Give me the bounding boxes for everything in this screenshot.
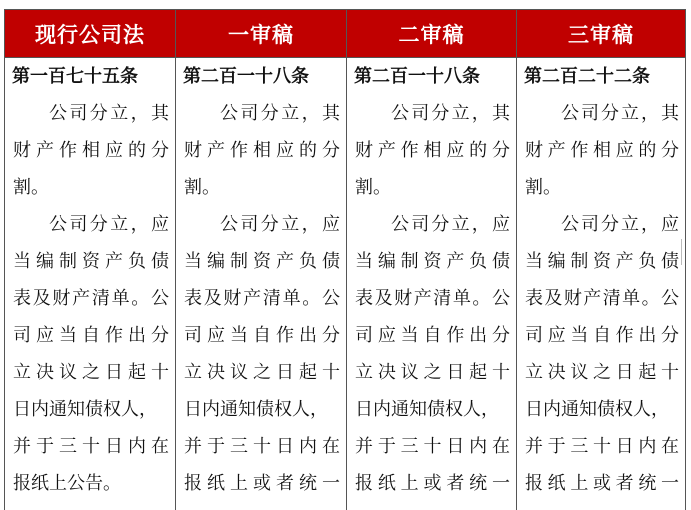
article-number: 第二百一十八条 [354,66,480,87]
text-line: 公司分立，其 [220,103,340,124]
text-line: 并于三十日内在 [184,436,340,457]
text-line: 并于三十日内在 [355,436,510,457]
text-line: 当编制资产负债 [355,251,510,272]
text-line: 表及财产清单。公 [355,288,510,309]
text-line: 财产作相应的分 [184,140,340,161]
text-line: 并于三十日内在 [13,436,169,457]
text-line: 公司分立，其 [49,103,169,124]
text-line: 公司分立，应 [220,214,340,235]
article-number: 第二百一十八条 [183,66,309,87]
text-line: 割。 [525,177,561,198]
paragraph-2 [347,206,516,502]
text-line: 日内通知债权人， [355,399,499,420]
column-header: 二审稿 [347,10,516,58]
text-line: 司应当自作出分 [355,325,510,346]
column-third-draft [517,10,686,510]
column-first-draft [176,10,347,510]
paragraph-1 [517,95,685,206]
text-line: 日内通知债权人， [13,399,157,420]
comparison-table [4,9,686,510]
text-line: 立决议之日起十 [525,362,679,383]
paragraph-2 [176,206,346,502]
column-current-law [5,10,176,510]
text-line: 当编制资产负债 [184,251,340,272]
paragraph-1 [176,95,346,206]
text-line: 表及财产清单。公 [13,288,169,309]
text-line: 公司分立，其 [561,103,679,124]
text-line: 立决议之日起十 [355,362,510,383]
text-line: 立决议之日起十 [184,362,340,383]
paragraph-1 [347,95,516,206]
column-header: 现行公司法 [5,10,175,58]
text-line: 财产作相应的分 [355,140,510,161]
text-line: 当编制资产负债 [13,251,169,272]
text-line: 立决议之日起十 [13,362,169,383]
text-line: 表及财产清单。公 [525,288,679,309]
text-line: 司应当自作出分 [525,325,679,346]
text-line: 司应当自作出分 [184,325,340,346]
column-header: 一审稿 [176,10,346,58]
paragraph-2 [517,206,685,502]
text-line: 报纸上或者统一 [355,473,510,494]
article-number: 第一百七十五条 [12,66,138,87]
text-line: 报纸上公告。 [13,473,121,494]
paragraph-1 [5,95,175,206]
column-header: 三审稿 [517,10,685,58]
text-line: 公司分立，应 [49,214,169,235]
text-line: 日内通知债权人， [525,399,669,420]
text-line: 司应当自作出分 [13,325,169,346]
text-line: 财产作相应的分 [525,140,679,161]
text-line: 割。 [184,177,220,198]
text-line: 报纸上或者统一 [525,473,679,494]
article-number: 第二百二十二条 [524,66,650,87]
text-line: 财产作相应的分 [13,140,169,161]
text-line: 割。 [355,177,391,198]
paragraph-2 [5,206,175,502]
text-line: 公司分立，应 [391,214,510,235]
text-line: 报纸上或者统一 [184,473,340,494]
page-edge-marker [681,239,685,265]
text-line: 当编制资产负债 [525,251,679,272]
text-line: 割。 [13,177,49,198]
text-line: 表及财产清单。公 [184,288,340,309]
text-line: 公司分立，其 [391,103,510,124]
text-line: 公司分立，应 [561,214,679,235]
text-line: 日内通知债权人， [184,399,328,420]
column-second-draft [347,10,517,510]
text-line: 并于三十日内在 [525,436,679,457]
